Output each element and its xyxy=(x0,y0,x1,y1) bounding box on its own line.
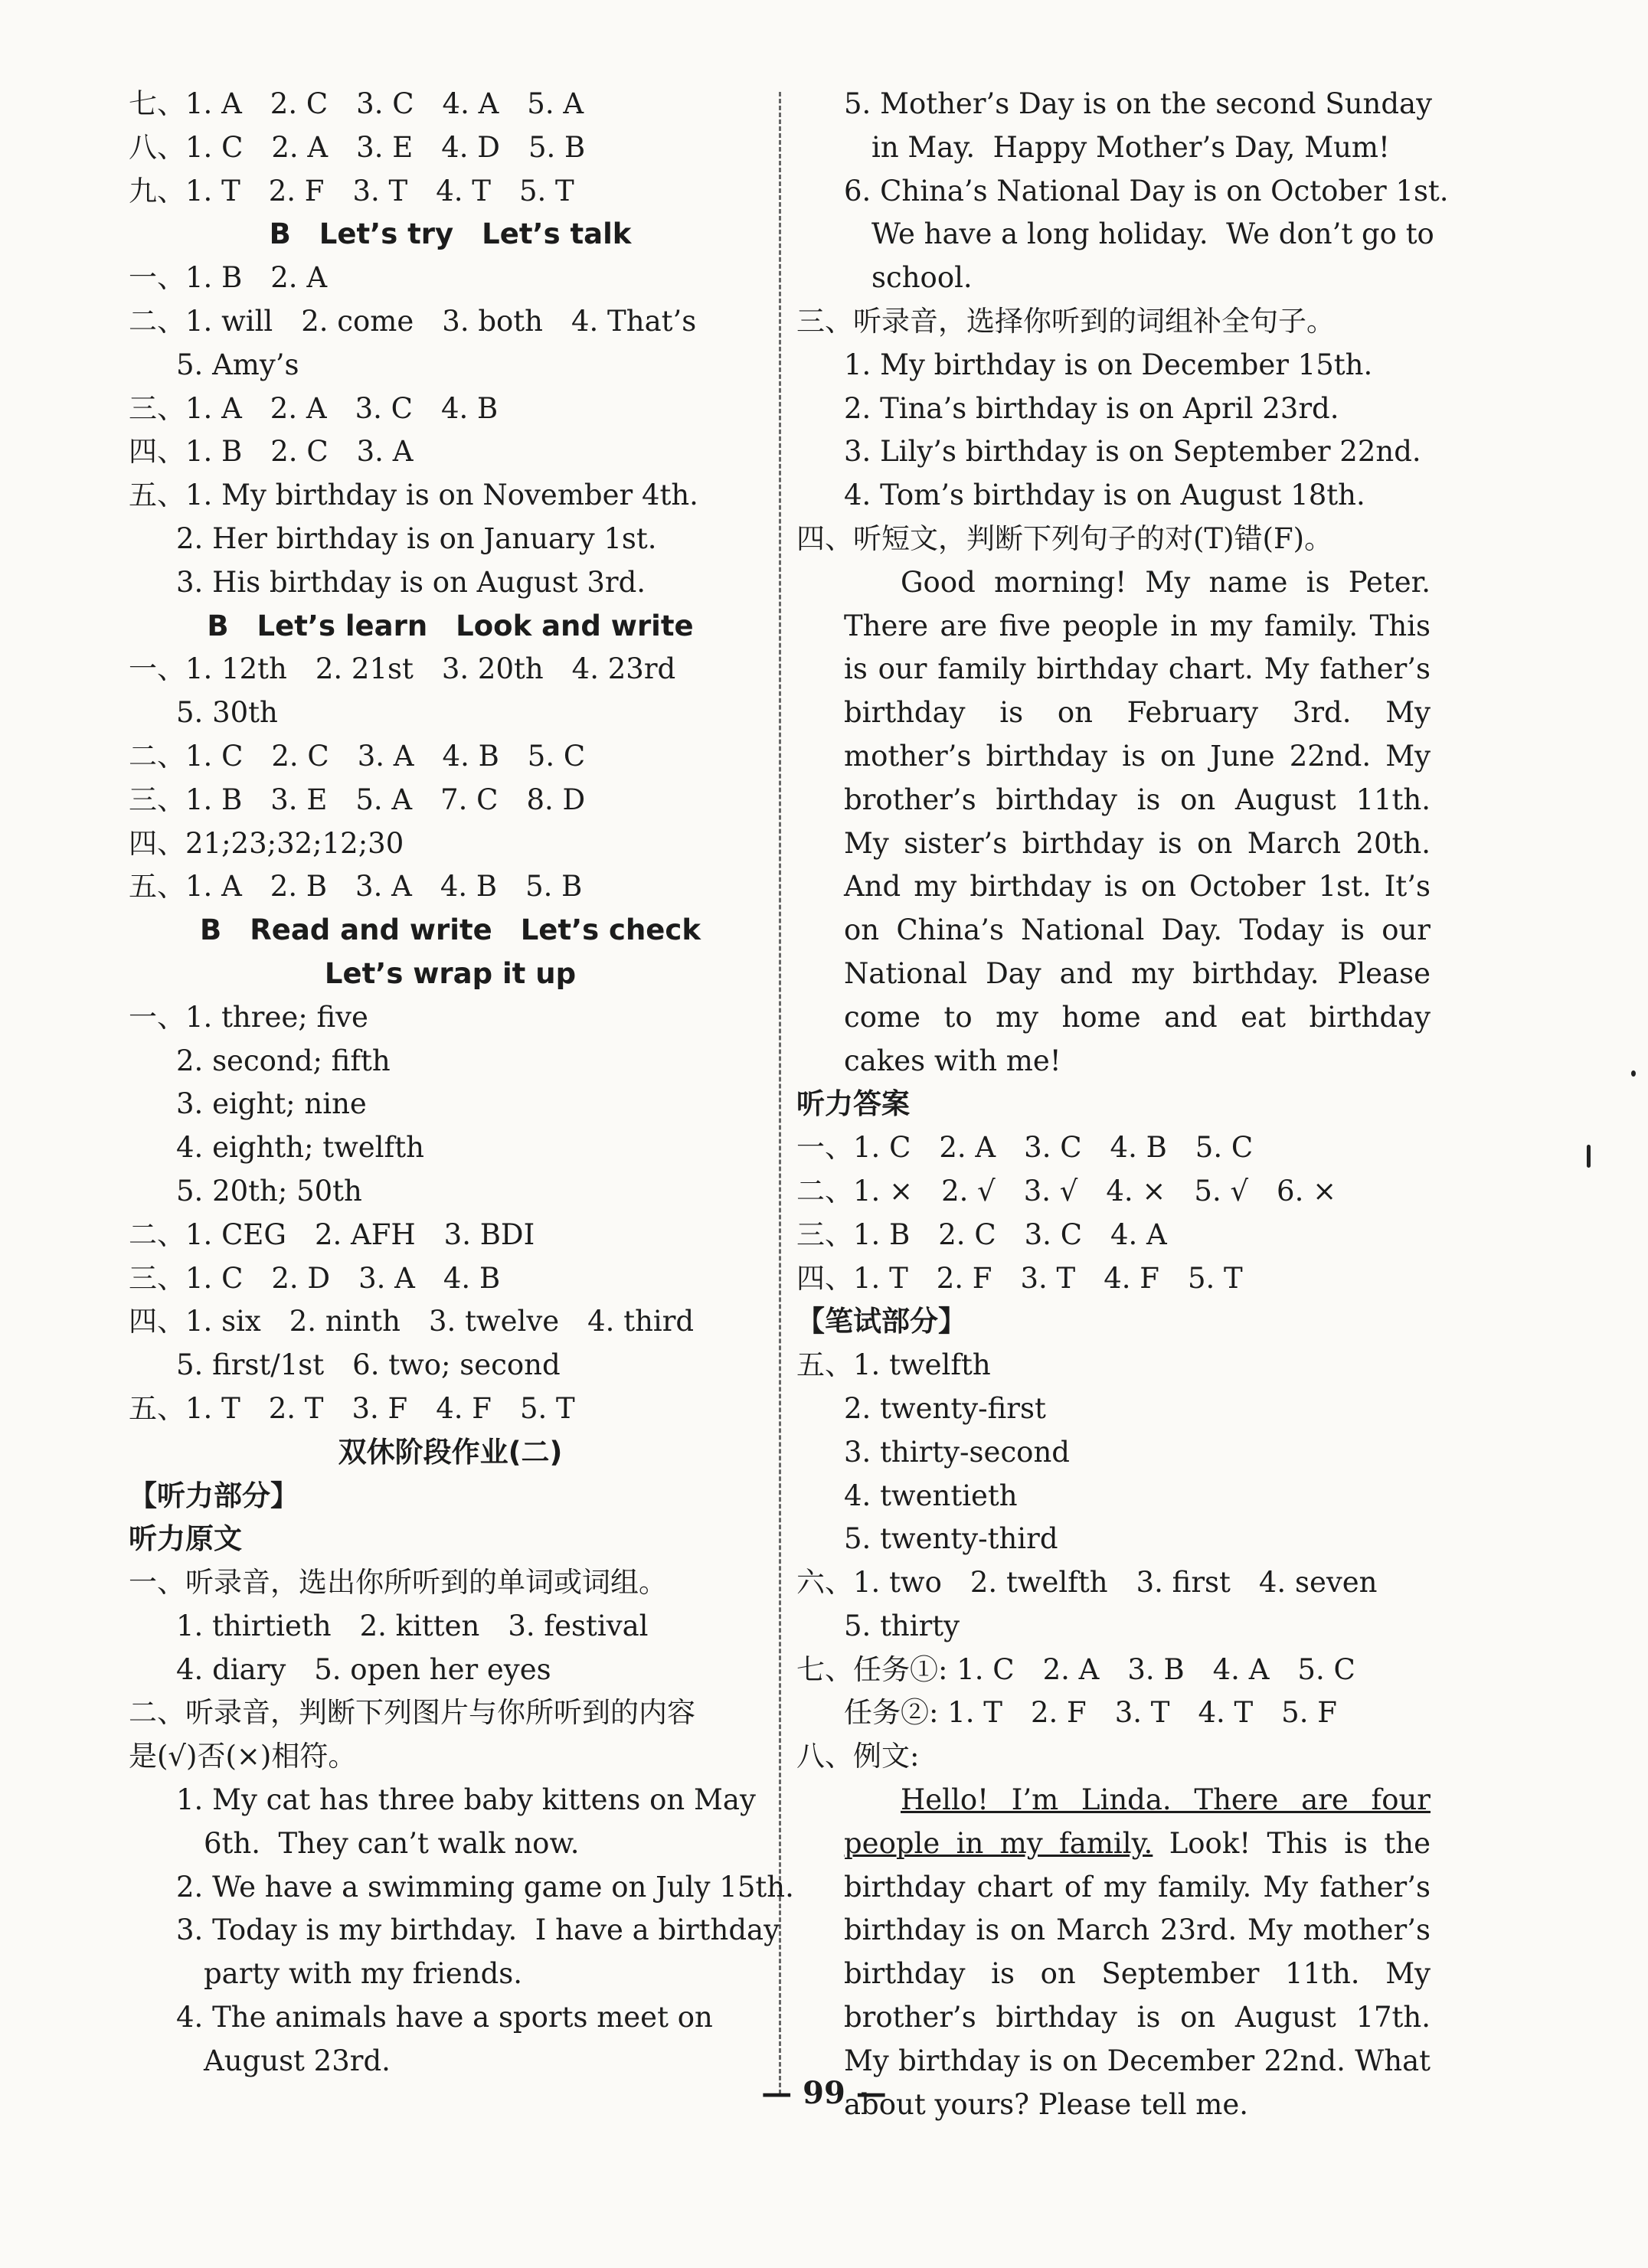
question-line: 二、听录音，判断下列图片与你所听到的内容 xyxy=(129,1696,695,1730)
essay-underlined-text: Hello! I’m Linda. There are four people in my family. xyxy=(844,1783,1431,1860)
answer-line: 一、1. B 2. A xyxy=(129,261,328,295)
answer-line: 5. 30th xyxy=(176,696,278,730)
answer-line: 2. We have a swimming game on July 15th. xyxy=(176,1870,794,1904)
answer-line: 2. twenty-first xyxy=(844,1391,1046,1425)
answer-line: 三、1. B 3. E 5. A 7. C 8. D xyxy=(129,783,586,816)
answer-line: 五、1. My birthday is on November 4th. xyxy=(129,479,698,512)
answer-line: 一、1. C 2. A 3. C 4. B 5. C xyxy=(796,1131,1254,1165)
answer-line: 5. thirty xyxy=(844,1609,960,1642)
answer-line: 八、1. C 2. A 3. E 4. D 5. B xyxy=(129,130,586,164)
answer-line: 5. Mother’s Day is on the second Sunday xyxy=(844,87,1433,120)
question-line: 八、例文: xyxy=(796,1740,920,1773)
answer-line: 二、1. will 2. come 3. both 4. That’s xyxy=(129,304,697,338)
answer-line: 6th. They can’t walk now. xyxy=(204,1826,580,1860)
answer-line: 3. eight; nine xyxy=(176,1087,367,1121)
essay-text: Look! This is the birthday chart of my family. My father’s birthday is on March 23rd. My mother’s birthday is on September 11th. My brother’s birthday is on August 17th. My birthday is on December 22nd. What about yours? Please tell me. xyxy=(844,1826,1431,2121)
answer-line: school. xyxy=(871,261,973,295)
answer-line: 2. Her birthday is on January 1st. xyxy=(176,521,657,555)
question-line: 四、听短文，判断下列句子的对(T)错(F)。 xyxy=(796,521,1333,555)
answer-line: 3. His birthday is on August 3rd. xyxy=(176,565,646,599)
answer-line: 4. The animals have a sports meet on xyxy=(176,2001,713,2034)
answer-line: 5. Amy’s xyxy=(176,348,299,381)
answer-line: 1. My cat has three baby kittens on May xyxy=(176,1783,756,1817)
answer-line: 四、1. six 2. ninth 3. twelve 4. third xyxy=(129,1305,695,1338)
question-line: 是(√)否(×)相符。 xyxy=(129,1740,357,1773)
column-divider xyxy=(779,92,781,2094)
answer-line: 四、1. B 2. C 3. A xyxy=(129,435,414,469)
scan-speck xyxy=(1631,1070,1636,1077)
listening-passage: Good morning! My name is Peter. There are five people in my family. This is our family birthday chart. My father’s birthday is on February 3rd. My mother’s birthday is on June 22nd. My brother’s birthday is on August 11th. My sister’s birthday is on March 20th. And my birthday is on October 1st. It’s on China’s National Day. Today is our National Day and my birthday. Please come to my home and eat birthday cakes with me! xyxy=(844,565,1431,1077)
answer-line: 一、1. three; five xyxy=(129,1000,368,1034)
answer-line: 四、21;23;32;12;30 xyxy=(129,826,404,860)
answer-line: 3. Today is my birthday. I have a birthday xyxy=(176,1913,780,1947)
scan-speck xyxy=(1587,1145,1591,1168)
answer-line: 三、1. A 2. A 3. C 4. B xyxy=(129,391,499,425)
answer-line: 4. eighth; twelfth xyxy=(176,1131,424,1165)
answer-line: 任务②: 1. T 2. F 3. T 4. T 5. F xyxy=(844,1696,1337,1730)
answer-line: 二、1. CEG 2. AFH 3. BDI xyxy=(129,1217,535,1251)
answer-line: 五、1. T 2. T 3. F 4. F 5. T xyxy=(129,1391,575,1425)
section-heading: B Let’s try Let’s talk xyxy=(269,217,632,251)
answer-line: 6. China’s National Day is on October 1st. xyxy=(844,174,1449,208)
page-number: — 99 — xyxy=(761,2075,887,2111)
answer-line: 六、1. two 2. twelfth 3. first 4. seven xyxy=(796,1566,1378,1600)
answer-line: 九、1. T 2. F 3. T 4. T 5. T xyxy=(129,174,574,208)
answer-line: 5. first/1st 6. two; second xyxy=(176,1348,561,1382)
answer-line: 1. thirtieth 2. kitten 3. festival xyxy=(176,1609,649,1642)
answer-line: 五、1. A 2. B 3. A 4. B 5. B xyxy=(129,870,583,904)
answer-line: We have a long holiday. We don’t go to xyxy=(871,217,1434,251)
section-heading: Let’s wrap it up xyxy=(324,956,577,990)
answer-line: 四、1. T 2. F 3. T 4. F 5. T xyxy=(796,1261,1243,1295)
answer-line: 4. Tom’s birthday is on August 18th. xyxy=(844,479,1365,512)
right-column xyxy=(796,83,1449,2126)
section-heading: 双休阶段作业(二) xyxy=(338,1435,563,1469)
answer-line: 五、1. twelfth xyxy=(796,1348,991,1382)
answer-line: 5. twenty-third xyxy=(844,1522,1058,1556)
answer-line: 二、1. × 2. √ 3. √ 4. × 5. √ 6. × xyxy=(796,1174,1337,1208)
answer-line: 三、1. B 2. C 3. C 4. A xyxy=(796,1217,1167,1251)
answer-line: 5. 20th; 50th xyxy=(176,1174,362,1208)
section-heading: B Let’s learn Look and write xyxy=(207,609,694,642)
question-line: 一、听录音，选出你所听到的单词或词组。 xyxy=(129,1566,667,1600)
answer-line: 七、1. A 2. C 3. C 4. A 5. A xyxy=(129,87,584,120)
part-heading: 【笔试部分】 xyxy=(796,1305,966,1338)
answer-line: 4. twentieth xyxy=(844,1479,1018,1512)
answer-line: 4. diary 5. open her eyes xyxy=(176,1652,551,1686)
sub-heading: 听力答案 xyxy=(796,1087,910,1121)
answer-line: 一、1. 12th 2. 21st 3. 20th 4. 23rd xyxy=(129,652,676,686)
section-heading: B Read and write Let’s check xyxy=(200,913,701,947)
answer-line: 七、任务①: 1. C 2. A 3. B 4. A 5. C xyxy=(796,1652,1355,1686)
answer-line: 2. second; fifth xyxy=(176,1044,391,1077)
question-line: 三、听录音，选择你听到的词组补全句子。 xyxy=(796,304,1335,338)
answer-line: August 23rd. xyxy=(204,2044,391,2077)
answer-line: party with my friends. xyxy=(204,1957,523,1991)
answer-line: in May. Happy Mother’s Day, Mum! xyxy=(871,130,1390,164)
answer-line: 1. My birthday is on December 15th. xyxy=(844,348,1373,381)
answer-line: 2. Tina’s birthday is on April 23rd. xyxy=(844,391,1339,425)
part-heading: 【听力部分】 xyxy=(129,1479,299,1512)
sub-heading: 听力原文 xyxy=(129,1522,242,1556)
left-column xyxy=(129,83,794,2083)
answer-line: 3. thirty-second xyxy=(844,1435,1070,1469)
answer-line: 三、1. C 2. D 3. A 4. B xyxy=(129,1261,501,1295)
answer-line: 二、1. C 2. C 3. A 4. B 5. C xyxy=(129,739,586,773)
answer-line: 3. Lily’s birthday is on September 22nd. xyxy=(844,435,1421,469)
